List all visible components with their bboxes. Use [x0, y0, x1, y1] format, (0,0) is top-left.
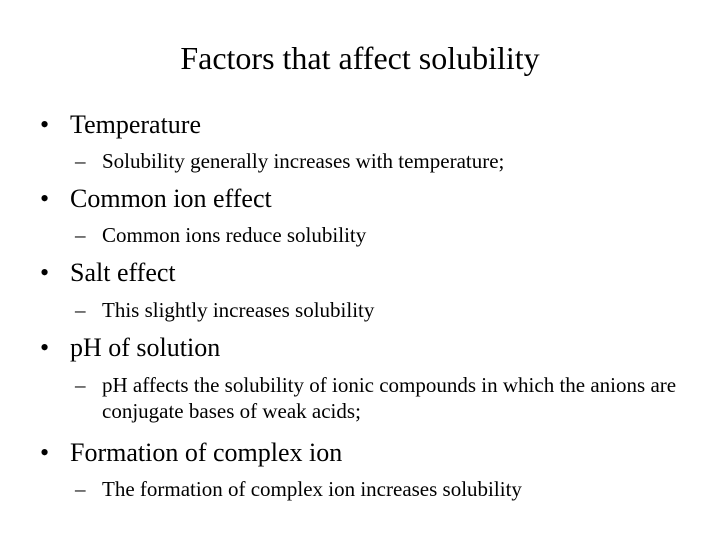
sub-bullet-ph-of-solution — [75, 372, 685, 424]
bullet-label: Common ion effect — [70, 184, 272, 213]
sub-bullet-text: pH affects the solubility of ionic compounds in which the anions are conjugate bases of weak acids; — [102, 373, 677, 423]
bullet-label: Temperature — [70, 110, 201, 139]
bullet-icon: • — [40, 258, 50, 287]
sub-bullet-text: This slightly increases solubility — [102, 298, 375, 322]
bullet-label: Formation of complex ion — [70, 438, 343, 467]
bullet-item-common-ion-effect — [40, 184, 272, 214]
bullet-item-salt-effect — [40, 258, 176, 288]
dash-icon: – — [75, 149, 86, 173]
sub-bullet-text: Common ions reduce solubility — [102, 223, 367, 247]
bullet-item-temperature — [40, 110, 201, 140]
sub-bullet-text: Solubility generally increases with temperature; — [102, 149, 505, 173]
slide-title: Factors that affect solubility — [180, 40, 540, 76]
dash-icon: – — [75, 298, 86, 322]
sub-bullet-common-ion-effect — [75, 222, 685, 248]
sub-bullet-salt-effect — [75, 297, 685, 323]
bullet-icon: • — [40, 110, 50, 139]
sub-bullet-text: The formation of complex ion increases solubility — [102, 477, 522, 501]
sub-bullet-temperature — [75, 148, 685, 174]
sub-bullet-formation-of-complex-ion — [75, 476, 685, 502]
bullet-icon: • — [40, 438, 50, 467]
bullet-icon: • — [40, 184, 50, 213]
dash-icon: – — [75, 373, 86, 397]
bullet-item-formation-of-complex-ion — [40, 438, 342, 468]
bullet-label: Salt effect — [70, 258, 176, 287]
dash-icon: – — [75, 477, 86, 501]
dash-icon: – — [75, 223, 86, 247]
bullet-label: pH of solution — [70, 333, 221, 362]
bullet-icon: • — [40, 333, 50, 362]
bullet-item-ph-of-solution — [40, 333, 220, 363]
